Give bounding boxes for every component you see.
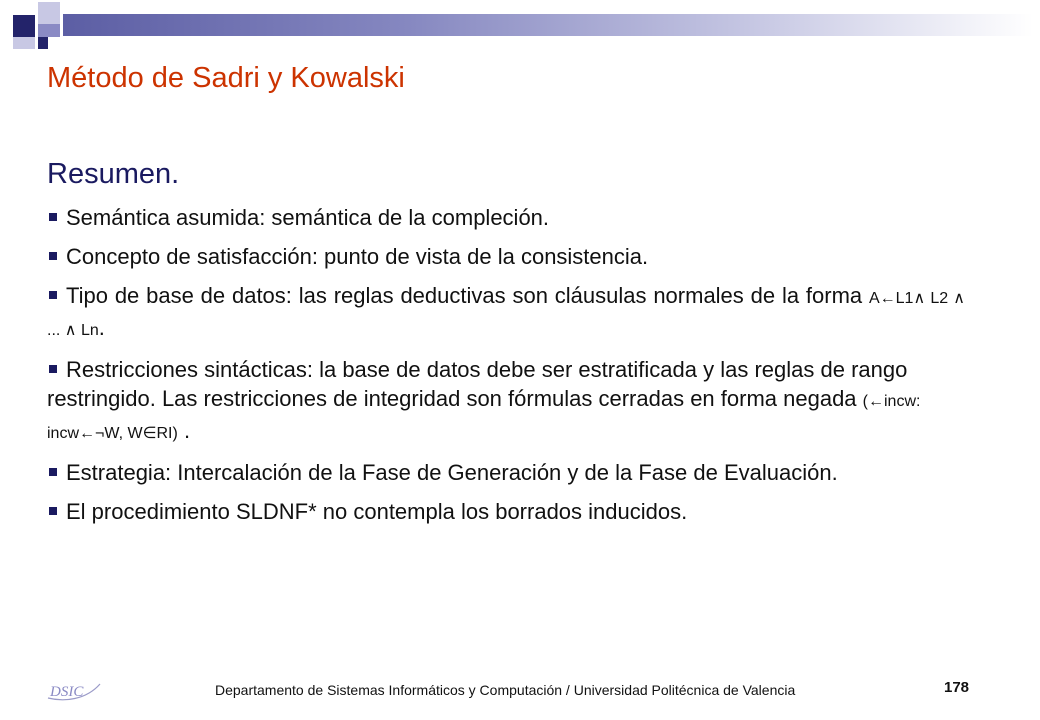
bullet-text: Restricciones sintácticas: la base de datos debe ser estratificada y las reglas de rango restringido. Las restricciones de integridad son fórmulas cerradas en forma negada <box>47 357 908 411</box>
bullet-item <box>47 242 965 271</box>
deco-square-5 <box>38 37 48 49</box>
deco-square-2 <box>38 2 60 24</box>
bullet-tail: . <box>98 315 105 340</box>
bullet-text: Tipo de base de datos: las reglas deductivas son cláusulas normales de la forma <box>66 283 869 308</box>
square-bullet-icon <box>49 468 57 476</box>
square-bullet-icon <box>49 252 57 260</box>
bullet-item <box>47 497 965 526</box>
footer-text: Departamento de Sistemas Informáticos y Computación / Universidad Politécnica de Valencia <box>215 682 796 698</box>
bullet-text: El procedimiento SLDNF* no contempla los borrados inducidos. <box>66 499 688 524</box>
header-bar <box>63 14 1033 36</box>
dsic-logo <box>44 678 104 704</box>
bullet-list <box>47 203 965 536</box>
constraint-formula: (←incw: incw←¬W, W∈RI) <box>47 393 921 442</box>
square-bullet-icon <box>49 213 57 221</box>
page-number: 178 <box>944 679 970 696</box>
logo-text: DSIC <box>50 684 84 700</box>
slide-title: Método de Sadri y Kowalski <box>47 62 405 94</box>
deco-square-4 <box>13 37 35 49</box>
bullet-text: Semántica asumida: semántica de la compleción. <box>66 205 550 230</box>
deco-square-3 <box>38 24 60 37</box>
square-bullet-icon <box>49 365 57 373</box>
square-bullet-icon <box>49 291 57 299</box>
section-subtitle: Resumen. <box>47 158 180 190</box>
bullet-item <box>47 203 965 232</box>
clause-formula: A←L1∧ L2 ∧ ... ∧ Ln <box>47 290 965 339</box>
bullet-item <box>47 281 965 345</box>
bullet-item <box>47 458 965 487</box>
bullet-text: Concepto de satisfacción: punto de vista de la consistencia. <box>66 244 649 269</box>
bullet-item <box>47 355 965 448</box>
bullet-tail: . <box>177 418 191 443</box>
bullet-text: Estrategia: Intercalación de la Fase de Generación y de la Fase de Evaluación. <box>66 460 838 485</box>
deco-square-1 <box>13 15 35 37</box>
square-bullet-icon <box>49 507 57 515</box>
